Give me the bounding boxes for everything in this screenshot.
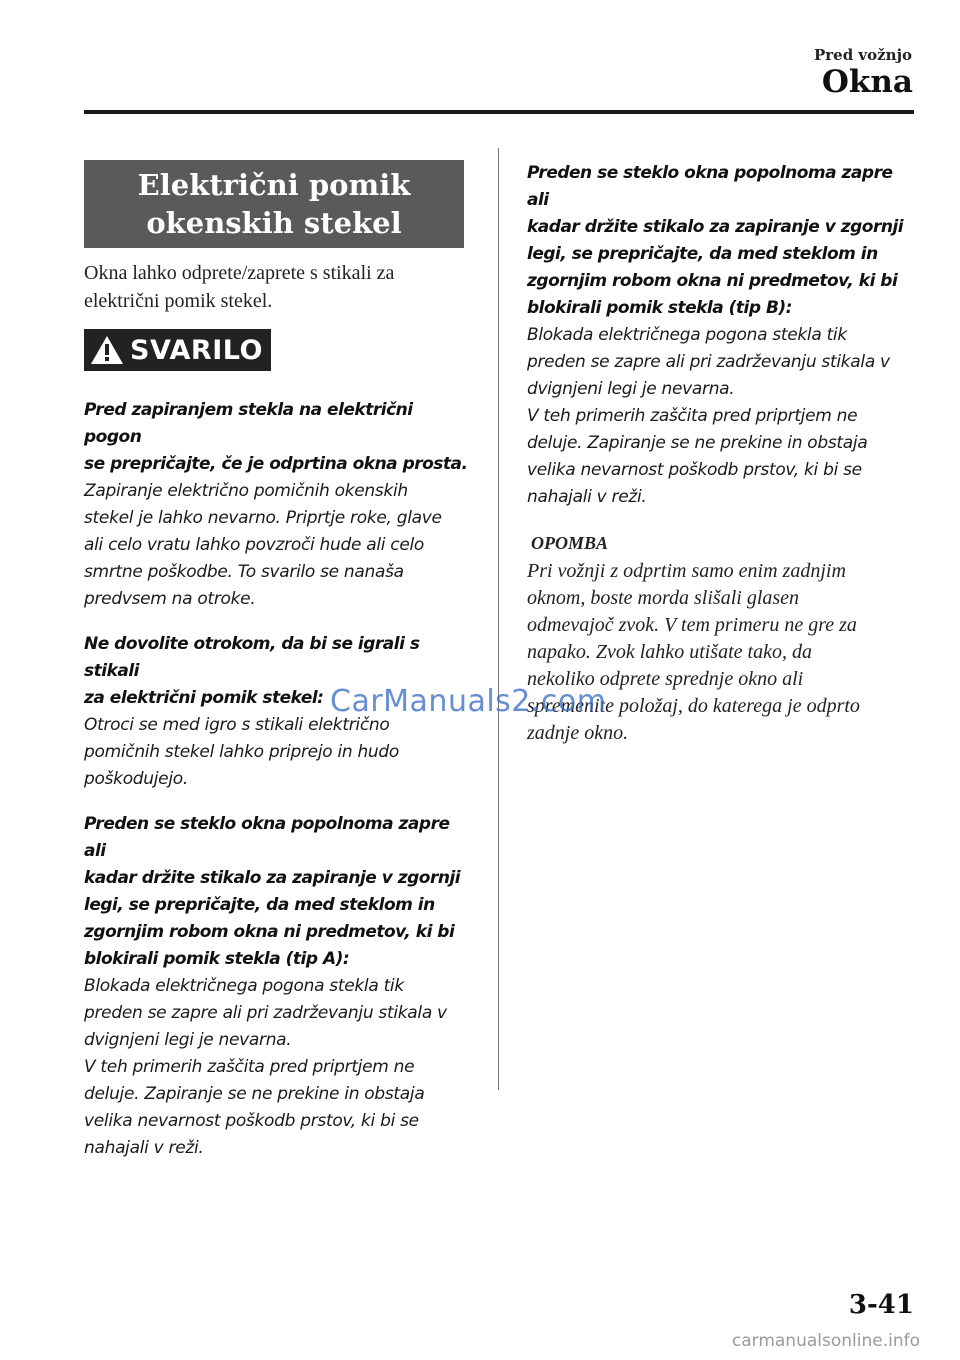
warning-item [84,397,472,613]
right-column [527,160,919,747]
note-text: Pri vožnji z odprtim samo enim zadnjim oknom, boste morda slišali glasen odmevajoč zvok. V tem primeru ne gre za napako. Zvok lahko utišate tako, da nekoliko odprete sprednje okno ali spremenite položaj, do katerega je odprto zadnje okno. [527,560,860,744]
warning-badge [84,329,271,371]
warning-item-title: Ne dovolite otrokom, da bi se igrali s stikali za električni pomik stekel: [84,634,420,708]
warning-item-title: Preden se steklo okna popolnoma zapre ali kadar držite stikalo za zapiranje v zgornji legi, se prepričajte, da med steklom in zgornjim robom okna ni predmetov, ki bi blokirali pomik stekla (tip B): [527,163,904,318]
warning-item-body: Blokada električnega pogona stekla tik preden se zapre ali pri zadrževanju stikala v dvignjeni legi je nevarna. V teh primerih zaščita pred priprtjem ne deluje. Zapiranje se ne prekine in obstaja velika nevarnost poškodb prstov, ki bi se nahajali v reži. [84,976,447,1158]
warning-item [84,811,472,1162]
header-section: Pred vožnjo [813,46,912,64]
warning-item-title: Preden se steklo okna popolnoma zapre ali kadar držite stikalo za zapiranje v zgornji legi, se prepričajte, da med steklom in zgornjim robom okna ni predmetov, ki bi blokirali pomik stekla (tip A): [84,814,461,969]
watermark: CarManuals2.com [330,684,607,719]
page-number: 3-41 [848,1290,914,1320]
warning-item [527,160,919,511]
header-rule [84,110,914,114]
note-label: OPOMBA [531,533,609,553]
section-title: Električni pomik okenskih stekel [84,160,464,248]
warning-item-title: Pred zapiranjem stekla na električni pogon se prepričajte, če je odprtina okna prosta. [84,400,468,474]
warning-item-body: Otroci se med igro s stikali električno pomičnih stekel lahko priprejo in hudo poškodujejo. [84,715,399,789]
intro-text: Okna lahko odprete/zaprete s stikali za električni pomik stekel. [84,262,395,312]
warning-triangle-icon [90,335,124,365]
warning-item-body: Zapiranje električno pomičnih okenskih stekel je lahko nevarno. Priprtje roke, glave ali celo vratu lahko povzroči hude ali celo smrtne poškodbe. To svarilo se nanaša predvsem na otroke. [84,481,442,609]
column-divider [498,148,499,1090]
left-column [84,160,472,1162]
warning-item-body: Blokada električnega pogona stekla tik preden se zapre ali pri zadrževanju stikala v dvignjeni legi je nevarna. V teh primerih zaščita pred priprtjem ne deluje. Zapiranje se ne prekine in obstaja velika nevarnost poškodb prstov, ki bi se nahajali v reži. [527,325,890,507]
header-title: Okna [821,64,913,100]
warning-label: SVARILO [130,334,263,366]
footer-watermark: carmanualsonline.info [731,1331,920,1351]
